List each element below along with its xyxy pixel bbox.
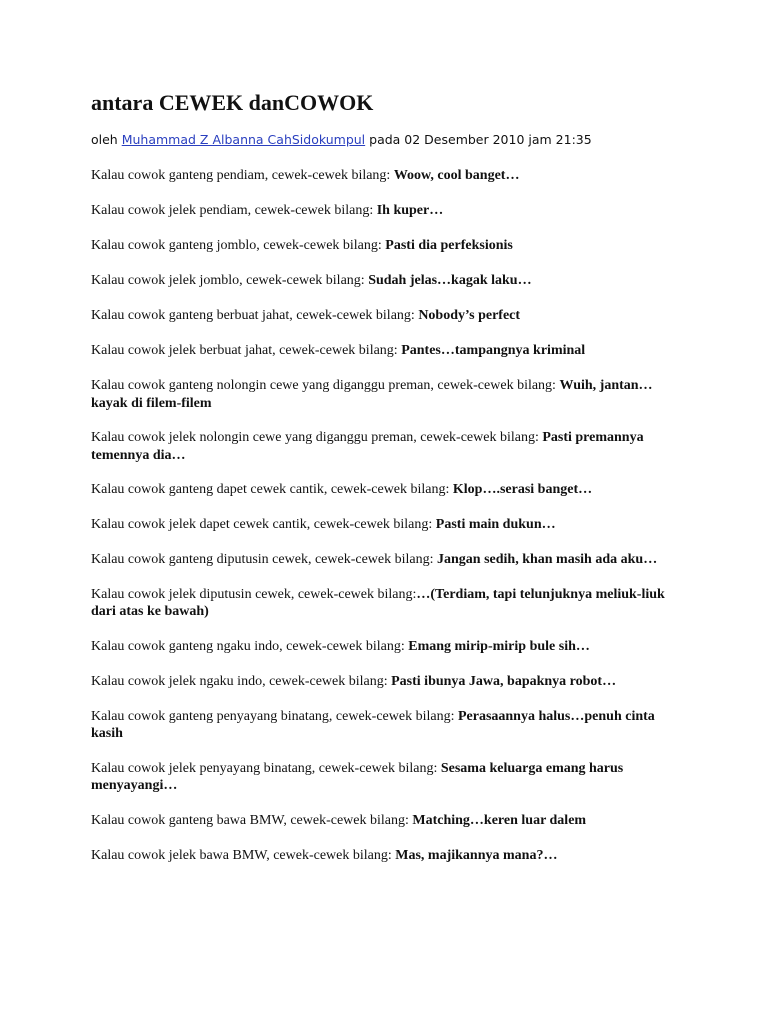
joke-item <box>91 847 671 865</box>
joke-item <box>91 167 671 185</box>
joke-setup: Kalau cowok jelek bawa BMW, cewek-cewek bilang: <box>91 847 396 863</box>
joke-item <box>91 272 671 290</box>
joke-punchline: Perasaannya halus…penuh cinta kasih <box>91 708 655 741</box>
joke-item <box>91 638 671 656</box>
joke-item <box>91 481 671 499</box>
joke-item <box>91 342 671 360</box>
joke-punchline: Mas, majikannya mana?… <box>395 847 558 863</box>
joke-item <box>91 237 671 255</box>
joke-setup: Kalau cowok jelek nolongin cewe yang diganggu preman, cewek-cewek bilang: <box>91 430 543 445</box>
joke-item <box>91 551 671 569</box>
joke-punchline: Pasti main dukun… <box>435 517 556 532</box>
joke-setup: Kalau cowok ganteng diputusin cewek, cewek-cewek bilang: <box>91 552 437 567</box>
joke-setup: Kalau cowok jelek penyayang binatang, cewek-cewek bilang: <box>91 760 441 776</box>
joke-item <box>91 812 671 830</box>
note-body <box>91 88 671 864</box>
joke-item <box>91 516 671 534</box>
joke-item <box>91 429 671 464</box>
joke-item <box>91 307 671 325</box>
joke-setup: Kalau cowok jelek diputusin cewek, cewek-cewek bilang: <box>91 586 417 602</box>
joke-setup: Kalau cowok ganteng pendiam, cewek-cewek bilang: <box>91 168 394 183</box>
joke-setup: Kalau cowok ganteng ngaku indo, cewek-cewek bilang: <box>91 638 409 654</box>
joke-punchline: …(Terdiam, tapi telunjuknya meliuk-liuk dari atas ke bawah) <box>91 586 665 619</box>
joke-item <box>91 760 671 795</box>
joke-setup: Kalau cowok jelek jomblo, cewek-cewek bilang: <box>91 273 369 288</box>
joke-setup: Kalau cowok ganteng bawa BMW, cewek-cewek bilang: <box>91 812 413 828</box>
joke-punchline: Jangan sedih, khan masih ada aku… <box>437 552 658 567</box>
author-link[interactable]: Muhammad Z Albanna CahSidokumpul <box>121 132 366 147</box>
joke-setup: Kalau cowok ganteng jomblo, cewek-cewek bilang: <box>91 238 386 253</box>
joke-punchline: Sesama keluarga emang harus menyayangi… <box>91 760 624 793</box>
joke-item <box>91 586 671 621</box>
page-title: antara CEWEK danCOWOK <box>91 90 374 115</box>
joke-setup: Kalau cowok jelek dapet cewek cantik, cewek-cewek bilang: <box>91 517 436 532</box>
joke-item <box>91 708 671 743</box>
joke-punchline: Klop….serasi banget… <box>452 482 593 497</box>
joke-punchline: Emang mirip-mirip bule sih… <box>408 638 590 654</box>
joke-item <box>91 377 671 412</box>
joke-item <box>91 202 671 220</box>
byline <box>91 131 671 149</box>
joke-punchline: Wuih, jantan…kayak di filem-filem <box>91 378 653 411</box>
joke-setup: Kalau cowok ganteng penyayang binatang, cewek-cewek bilang: <box>91 708 458 724</box>
joke-punchline: Woow, cool banget… <box>393 168 520 183</box>
joke-setup: Kalau cowok ganteng berbuat jahat, cewek-cewek bilang: <box>91 308 419 323</box>
joke-setup: Kalau cowok jelek berbuat jahat, cewek-cewek bilang: <box>91 343 402 358</box>
joke-list <box>91 167 671 864</box>
joke-punchline: Pasti ibunya Jawa, bapaknya robot… <box>391 673 617 689</box>
byline-prefix: oleh <box>91 132 122 147</box>
joke-punchline: Sudah jelas…kagak laku… <box>368 273 532 288</box>
joke-punchline: Pasti premannya temennya dia… <box>91 430 644 463</box>
joke-setup: Kalau cowok ganteng dapet cewek cantik, cewek-cewek bilang: <box>91 482 453 497</box>
byline-date: pada 02 Desember 2010 jam 21:35 <box>365 132 592 147</box>
joke-punchline: Nobody’s perfect <box>418 308 521 323</box>
joke-punchline: Matching…keren luar dalem <box>412 812 587 828</box>
joke-punchline: Pasti dia perfeksionis <box>385 238 513 253</box>
joke-punchline: Ih kuper… <box>376 203 444 218</box>
joke-item <box>91 673 671 691</box>
joke-setup: Kalau cowok jelek ngaku indo, cewek-cewek bilang: <box>91 673 392 689</box>
joke-setup: Kalau cowok jelek pendiam, cewek-cewek bilang: <box>91 203 377 218</box>
joke-setup: Kalau cowok ganteng nolongin cewe yang diganggu preman, cewek-cewek bilang: <box>91 378 560 393</box>
joke-punchline: Pantes…tampangnya kriminal <box>401 343 586 358</box>
